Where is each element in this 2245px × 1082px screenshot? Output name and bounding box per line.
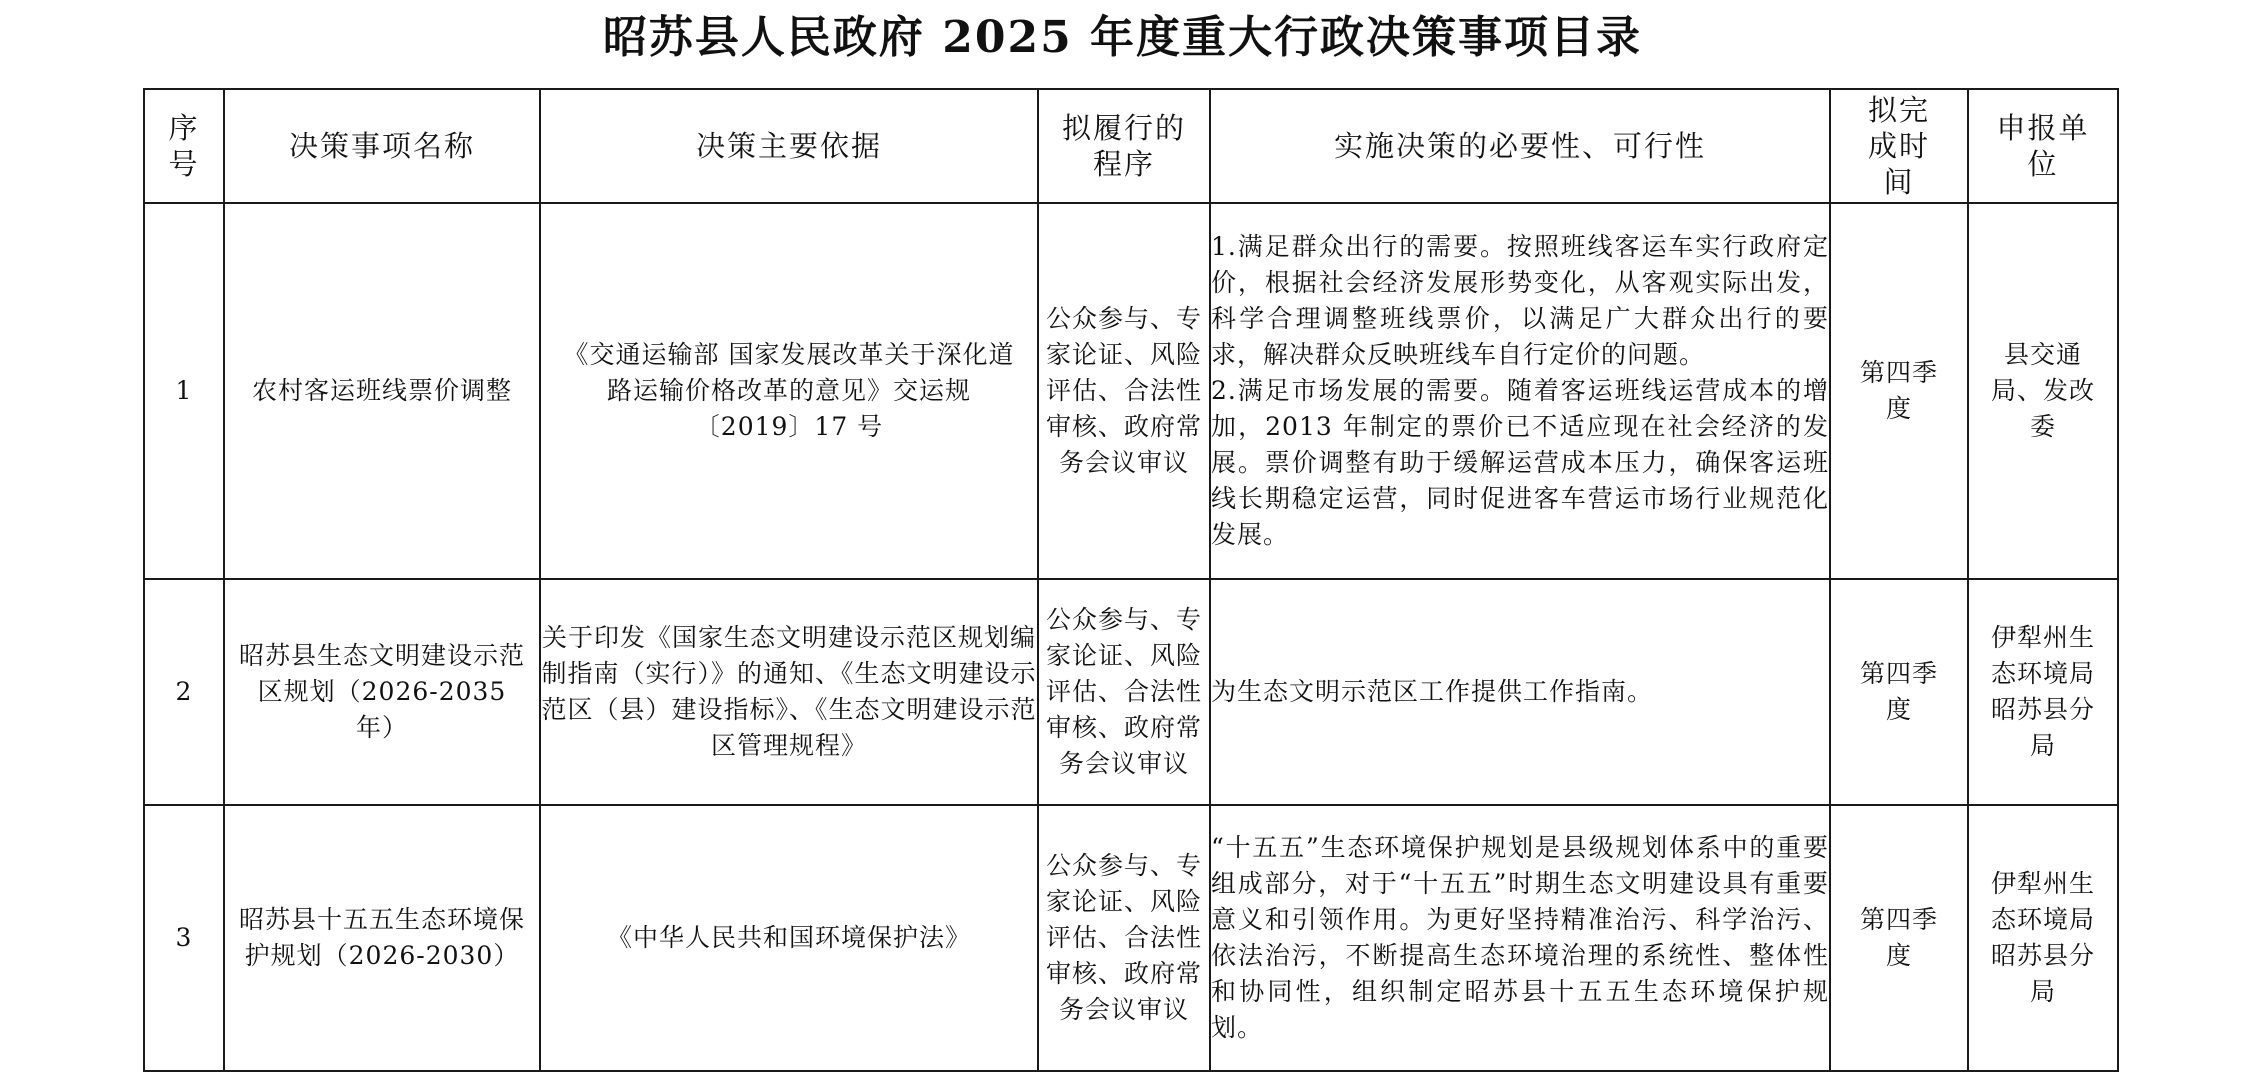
cell-necessity: “十五五”生态环境保护规划是县级规划体系中的重要组成部分，对于“十五五”时期生态文明建设具有重要意义和引领作用。为更好坚持精准治污、科学治污、依法治污，不断提高生态环境治理的系统性、整体性和协同性，组织制定昭苏县十五五生态环境保护规划。: [1210, 805, 1830, 1071]
cell-necessity: 为生态文明示范区工作提供工作指南。: [1210, 579, 1830, 805]
cell-name: 农村客运班线票价调整: [224, 203, 540, 579]
cell-name: 昭苏县十五五生态环境保护规划（2026-2030）: [224, 805, 540, 1071]
cell-no: 2: [144, 579, 224, 805]
cell-no: 1: [144, 203, 224, 579]
cell-procedure: 公众参与、专家论证、风险评估、合法性审核、政府常务会议审议: [1038, 805, 1210, 1071]
cell-basis: 《中华人民共和国环境保护法》: [540, 805, 1038, 1071]
cell-unit: 伊犁州生态环境局昭苏县分局: [1968, 805, 2118, 1071]
cell-time: 第四季度: [1830, 203, 1968, 579]
cell-unit: 伊犁州生态环境局昭苏县分局: [1968, 579, 2118, 805]
cell-procedure: 公众参与、专家论证、风险评估、合法性审核、政府常务会议审议: [1038, 203, 1210, 579]
cell-name: 昭苏县生态文明建设示范区规划（2026-2035 年）: [224, 579, 540, 805]
cell-procedure: 公众参与、专家论证、风险评估、合法性审核、政府常务会议审议: [1038, 579, 1210, 805]
header-unit: 申报单位: [1968, 89, 2118, 203]
cell-basis: 关于印发《国家生态文明建设示范区规划编制指南（实行）》的通知、《生态文明建设示范区（县）建设指标》、《生态文明建设示范区管理规程》: [540, 579, 1038, 805]
decision-catalog-table: [143, 88, 2119, 1072]
header-time: 拟完成时间: [1830, 89, 1968, 203]
table-row: [144, 579, 2118, 805]
cell-time: 第四季度: [1830, 805, 1968, 1071]
header-procedure: 拟履行的程序: [1038, 89, 1210, 203]
document-title: 昭苏县人民政府 2025 年度重大行政决策事项目录: [602, 12, 1643, 63]
table-row: [144, 805, 2118, 1071]
header-no: 序号: [144, 89, 224, 203]
header-necessity: 实施决策的必要性、可行性: [1210, 89, 1830, 203]
cell-time: 第四季度: [1830, 579, 1968, 805]
cell-necessity: 1.满足群众出行的需要。按照班线客运车实行政府定价，根据社会经济发展形势变化，从客观实际出发，科学合理调整班线票价，以满足广大群众出行的要求，解决群众反映班线车自行定价的问题。 2.满足市场发展的需要。随着客运班线运营成本的增加，2013 年制定的票价已不适应现在社会经济的发展。票价调整有助于缓解运营成本压力，确保客运班线长期稳定运营，同时促进客车营运市场行业规范化发展。: [1210, 203, 1830, 579]
header-name: 决策事项名称: [224, 89, 540, 203]
table-header-row: [144, 89, 2118, 203]
cell-unit: 县交通局、发改委: [1968, 203, 2118, 579]
cell-basis: 《交通运输部 国家发展改革关于深化道路运输价格改革的意见》交运规〔2019〕17 号: [540, 203, 1038, 579]
cell-no: 3: [144, 805, 224, 1071]
table-row: [144, 203, 2118, 579]
header-basis: 决策主要依据: [540, 89, 1038, 203]
